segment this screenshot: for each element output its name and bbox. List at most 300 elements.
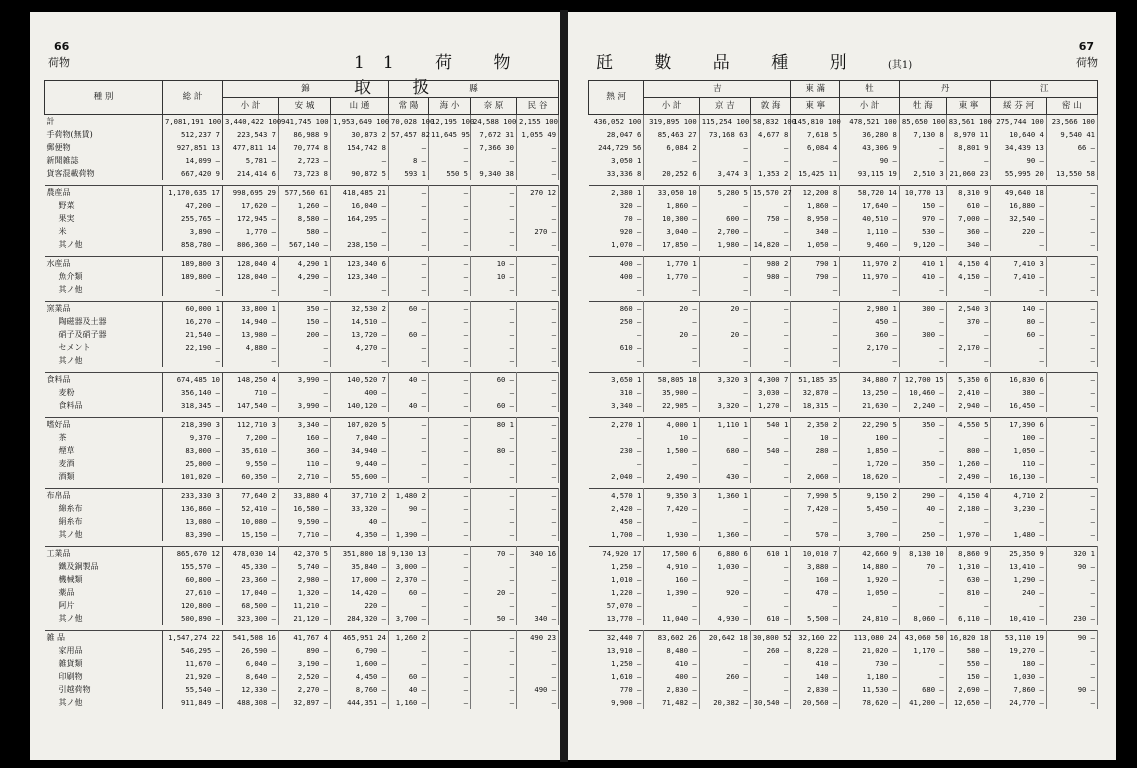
table-row: [589, 399, 1098, 412]
table-cell: —: [471, 657, 517, 670]
right-title-text: 瓩 數 品 種 別: [596, 53, 865, 73]
table-cell: —: [517, 457, 559, 470]
table-cell: 1,260 2: [389, 631, 429, 645]
table-cell: 230 —: [589, 444, 644, 457]
table-cell: 3,320 —: [699, 399, 750, 412]
table-row: [589, 470, 1098, 483]
row-label: 薬品: [45, 586, 163, 599]
table-cell: —: [750, 341, 790, 354]
table-cell: —: [1046, 573, 1097, 586]
table-cell: 147,540 —: [223, 399, 279, 412]
table-cell: —: [471, 683, 517, 696]
left-data-table: [44, 80, 559, 709]
table-cell: —: [429, 328, 471, 341]
table-cell: —: [471, 515, 517, 528]
table-cell: 115,254 100: [699, 115, 750, 129]
table-cell: —: [1046, 270, 1097, 283]
table-cell: —: [750, 586, 790, 599]
table-cell: 8,801 9: [946, 141, 991, 154]
table-cell: —: [791, 154, 840, 167]
table-cell: 14,510 —: [331, 315, 389, 328]
row-label: 絹糸布: [45, 515, 163, 528]
table-row: [589, 644, 1098, 657]
table-cell: 280 —: [791, 444, 840, 457]
table-cell: —: [1046, 431, 1097, 444]
table-cell: 43,060 50: [899, 631, 946, 645]
table-cell: —: [644, 154, 699, 167]
table-cell: 17,390 6: [991, 418, 1046, 432]
table-cell: —: [1046, 354, 1097, 367]
table-cell: —: [517, 431, 559, 444]
table-cell: 41,767 4: [279, 631, 331, 645]
table-cell: 284,320 —: [331, 612, 389, 625]
table-cell: 8,860 9: [946, 547, 991, 561]
table-cell: 680 —: [699, 444, 750, 457]
table-cell: 49,640 18: [991, 186, 1046, 200]
table-row: [589, 657, 1098, 670]
table-cell: 17,000 —: [331, 573, 389, 586]
table-cell: 14,820 —: [750, 238, 790, 251]
table-row: [589, 696, 1098, 709]
table-cell: 7,366 30: [471, 141, 517, 154]
table-cell: 11,210 —: [279, 599, 331, 612]
table-cell: —: [471, 599, 517, 612]
table-cell: 13,250 —: [840, 386, 900, 399]
table-cell: 60 —: [389, 586, 429, 599]
table-cell: 1,010 —: [589, 573, 644, 586]
table-row: [45, 502, 559, 515]
left-table-body: [45, 115, 559, 710]
table-row: [589, 599, 1098, 612]
table-cell: —: [750, 515, 790, 528]
row-label: 硝子及硝子器: [45, 328, 163, 341]
header-total: 総 計: [163, 81, 223, 115]
table-cell: 7,410 3: [991, 257, 1046, 271]
table-cell: 2,540 3: [946, 302, 991, 316]
table-cell: —: [644, 599, 699, 612]
table-cell: 85,650 100: [899, 115, 946, 129]
table-cell: 1,290 —: [991, 573, 1046, 586]
table-cell: 5,500 —: [791, 612, 840, 625]
table-cell: 20 —: [644, 302, 699, 316]
table-cell: —: [840, 283, 900, 296]
table-cell: 12,195 100: [429, 115, 471, 129]
table-cell: —: [279, 354, 331, 367]
table-cell: —: [750, 599, 790, 612]
table-cell: —: [1046, 328, 1097, 341]
table-cell: —: [429, 270, 471, 283]
table-cell: 1,500 —: [644, 444, 699, 457]
header-sub: 小 計: [223, 98, 279, 115]
table-cell: 90 —: [991, 154, 1046, 167]
table-cell: 2,700 —: [699, 225, 750, 238]
table-cell: 110 —: [991, 457, 1046, 470]
table-cell: 100 —: [991, 431, 1046, 444]
table-row: [589, 457, 1098, 470]
table-cell: 11,530 —: [840, 683, 900, 696]
table-cell: 260 —: [750, 644, 790, 657]
table-cell: —: [471, 431, 517, 444]
table-cell: 7,672 31: [471, 128, 517, 141]
table-cell: 3,230 —: [991, 502, 1046, 515]
table-cell: 60 —: [471, 373, 517, 387]
table-cell: 3,474 3: [699, 167, 750, 180]
table-cell: —: [517, 270, 559, 283]
table-cell: 55,995 20: [991, 167, 1046, 180]
table-cell: 340 16: [517, 547, 559, 561]
table-cell: 5,740 —: [279, 560, 331, 573]
table-cell: —: [517, 573, 559, 586]
table-cell: —: [750, 528, 790, 541]
table-cell: 4,350 —: [331, 528, 389, 541]
table-cell: 136,860 —: [163, 502, 223, 515]
table-row: [45, 431, 559, 444]
table-cell: —: [589, 328, 644, 341]
table-row: [45, 586, 559, 599]
table-cell: 21,120 —: [279, 612, 331, 625]
table-cell: 580 —: [279, 225, 331, 238]
table-cell: 145,810 100: [791, 115, 840, 129]
table-cell: 83,390 —: [163, 528, 223, 541]
table-cell: 90 —: [1046, 560, 1097, 573]
table-cell: 1,310 —: [946, 560, 991, 573]
table-cell: —: [429, 238, 471, 251]
table-cell: 2,040 —: [589, 470, 644, 483]
table-cell: 1,953,649 100: [331, 115, 389, 129]
table-cell: 1,050 —: [791, 238, 840, 251]
table-cell: —: [517, 341, 559, 354]
table-cell: 10 —: [791, 431, 840, 444]
table-cell: —: [389, 470, 429, 483]
table-row: [589, 586, 1098, 599]
table-cell: —: [389, 386, 429, 399]
table-cell: —: [517, 560, 559, 573]
table-cell: 18,620 —: [840, 470, 900, 483]
table-cell: —: [517, 489, 559, 503]
table-cell: 790 1: [791, 257, 840, 271]
table-cell: —: [1046, 418, 1097, 432]
right-data-table: [588, 80, 1098, 709]
table-cell: 140 —: [991, 302, 1046, 316]
table-cell: 340 —: [946, 238, 991, 251]
row-label: 印刷物: [45, 670, 163, 683]
table-cell: 112,710 3: [223, 418, 279, 432]
table-cell: 150 —: [946, 670, 991, 683]
table-cell: 13,080 —: [163, 515, 223, 528]
table-cell: 610 1: [750, 547, 790, 561]
table-cell: 70,774 8: [279, 141, 331, 154]
table-cell: 140,520 7: [331, 373, 389, 387]
table-cell: 1,260 —: [279, 199, 331, 212]
table-cell: 310 —: [589, 386, 644, 399]
table-row: [45, 238, 559, 251]
table-cell: 9,150 2: [840, 489, 900, 503]
table-cell: —: [429, 489, 471, 503]
header-sub: 東 寧: [946, 98, 991, 115]
table-cell: —: [840, 515, 900, 528]
table-cell: 60 —: [389, 302, 429, 316]
table-cell: 40 —: [389, 373, 429, 387]
right-table-body: [589, 115, 1098, 710]
table-cell: —: [699, 283, 750, 296]
table-cell: 6,084 4: [791, 141, 840, 154]
table-cell: 120,800 —: [163, 599, 223, 612]
table-cell: —: [471, 238, 517, 251]
table-cell: 5,280 5: [699, 186, 750, 200]
table-cell: 32,530 2: [331, 302, 389, 316]
table-cell: —: [429, 515, 471, 528]
table-cell: —: [1046, 315, 1097, 328]
table-cell: 238,150 —: [331, 238, 389, 251]
table-cell: 3,340 —: [279, 418, 331, 432]
table-cell: 35,900 —: [644, 386, 699, 399]
table-cell: —: [699, 141, 750, 154]
table-cell: —: [223, 354, 279, 367]
table-row: [45, 560, 559, 573]
table-row: [45, 418, 559, 432]
table-cell: —: [644, 341, 699, 354]
row-label: 野菜: [45, 199, 163, 212]
table-cell: 13,720 —: [331, 328, 389, 341]
table-cell: 40 —: [389, 399, 429, 412]
table-cell: 600 —: [699, 212, 750, 225]
table-cell: —: [699, 341, 750, 354]
table-cell: 35,610 —: [223, 444, 279, 457]
table-cell: —: [389, 657, 429, 670]
table-cell: —: [429, 154, 471, 167]
table-cell: —: [991, 238, 1046, 251]
table-row: [589, 128, 1098, 141]
table-cell: 80 —: [471, 444, 517, 457]
table-cell: 1,360 —: [699, 528, 750, 541]
table-cell: —: [429, 657, 471, 670]
table-row: [589, 418, 1098, 432]
table-cell: —: [791, 315, 840, 328]
table-cell: 410 —: [899, 270, 946, 283]
table-cell: 806,360 —: [223, 238, 279, 251]
header-sub: 敦 海: [750, 98, 790, 115]
table-cell: 110 —: [279, 457, 331, 470]
table-cell: 24,770 —: [991, 696, 1046, 709]
table-cell: 1,720 —: [840, 457, 900, 470]
table-cell: —: [389, 270, 429, 283]
table-cell: 9,350 3: [644, 489, 699, 503]
table-cell: —: [389, 354, 429, 367]
table-cell: 275,744 100: [991, 115, 1046, 129]
table-cell: 400 —: [331, 386, 389, 399]
table-cell: —: [517, 257, 559, 271]
table-cell: 101,020 —: [163, 470, 223, 483]
table-row: [45, 302, 559, 316]
table-cell: 4,450 —: [331, 670, 389, 683]
table-cell: 123,340 —: [331, 270, 389, 283]
table-cell: 21,630 —: [840, 399, 900, 412]
table-cell: 4,000 1: [644, 418, 699, 432]
table-cell: 320 1: [1046, 547, 1097, 561]
table-cell: 113,080 24: [840, 631, 900, 645]
table-row: [589, 489, 1098, 503]
table-cell: —: [389, 238, 429, 251]
table-cell: 90 —: [840, 154, 900, 167]
table-cell: —: [517, 528, 559, 541]
table-cell: 19,270 —: [991, 644, 1046, 657]
table-cell: 3,340 —: [589, 399, 644, 412]
table-cell: —: [429, 573, 471, 586]
table-row: [45, 270, 559, 283]
table-cell: 33,880 4: [279, 489, 331, 503]
table-cell: 9,370 —: [163, 431, 223, 444]
left-section-label: 荷物: [48, 56, 70, 69]
table-cell: 13,770 —: [589, 612, 644, 625]
table-cell: 680 —: [899, 683, 946, 696]
table-row: [45, 154, 559, 167]
row-label: 阿片: [45, 599, 163, 612]
row-label: 果実: [45, 212, 163, 225]
row-label: 魚介類: [45, 270, 163, 283]
table-cell: —: [429, 599, 471, 612]
table-cell: 1,360 1: [699, 489, 750, 503]
table-cell: 14,880 —: [840, 560, 900, 573]
table-cell: —: [471, 212, 517, 225]
table-cell: 2,420 —: [589, 502, 644, 515]
table-cell: 610 —: [750, 612, 790, 625]
table-cell: —: [517, 141, 559, 154]
table-row: [45, 167, 559, 180]
table-cell: —: [389, 341, 429, 354]
table-cell: 13,410 —: [991, 560, 1046, 573]
table-cell: 40 —: [899, 502, 946, 515]
table-row: [589, 315, 1098, 328]
table-cell: 32,540 —: [991, 212, 1046, 225]
table-cell: —: [1046, 644, 1097, 657]
table-cell: 730 —: [840, 657, 900, 670]
table-cell: —: [517, 354, 559, 367]
table-cell: 1,930 —: [644, 528, 699, 541]
table-cell: 4,290 —: [279, 270, 331, 283]
table-cell: —: [1046, 257, 1097, 271]
table-cell: 43,306 9: [840, 141, 900, 154]
table-cell: 941,745 100: [279, 115, 331, 129]
table-cell: 25,350 9: [991, 547, 1046, 561]
table-cell: 1,480 2: [389, 489, 429, 503]
table-cell: 418,485 21: [331, 186, 389, 200]
table-cell: —: [699, 386, 750, 399]
table-cell: —: [279, 341, 331, 354]
table-cell: —: [429, 283, 471, 296]
table-cell: 593 1: [389, 167, 429, 180]
table-cell: —: [1046, 444, 1097, 457]
table-cell: —: [589, 354, 644, 367]
table-cell: 1,050 —: [991, 444, 1046, 457]
table-cell: —: [750, 199, 790, 212]
table-cell: —: [517, 399, 559, 412]
table-cell: —: [471, 315, 517, 328]
table-cell: 16,450 —: [991, 399, 1046, 412]
table-cell: 8,310 9: [946, 186, 991, 200]
table-cell: 488,308 —: [223, 696, 279, 709]
table-cell: 577,560 61: [279, 186, 331, 200]
table-cell: 73,723 8: [279, 167, 331, 180]
table-cell: 400 —: [589, 257, 644, 271]
table-cell: 20,382 —: [699, 696, 750, 709]
table-row: [589, 354, 1098, 367]
table-cell: 140,120 —: [331, 399, 389, 412]
table-cell: 80 1: [471, 418, 517, 432]
table-cell: —: [389, 444, 429, 457]
table-cell: 33,336 8: [589, 167, 644, 180]
row-label: 手荷物(無賃): [45, 128, 163, 141]
table-cell: 2,490 —: [644, 470, 699, 483]
table-row: [45, 515, 559, 528]
table-cell: 21,060 23: [946, 167, 991, 180]
table-cell: —: [471, 470, 517, 483]
table-cell: —: [1046, 470, 1097, 483]
table-cell: 42,660 9: [840, 547, 900, 561]
table-cell: 26,590 —: [223, 644, 279, 657]
table-cell: 17,040 —: [223, 586, 279, 599]
table-cell: 1,170 —: [899, 644, 946, 657]
table-cell: 189,800 3: [163, 257, 223, 271]
table-cell: —: [429, 431, 471, 444]
table-cell: —: [1046, 238, 1097, 251]
table-cell: 21,920 —: [163, 670, 223, 683]
table-cell: 1,110 1: [699, 418, 750, 432]
table-cell: —: [791, 283, 840, 296]
table-cell: 1,700 —: [589, 528, 644, 541]
table-cell: —: [899, 586, 946, 599]
table-cell: 477,811 14: [223, 141, 279, 154]
table-cell: 8,130 10: [899, 547, 946, 561]
table-cell: 2,980 —: [279, 573, 331, 586]
table-cell: 20,252 6: [644, 167, 699, 180]
table-cell: —: [1046, 399, 1097, 412]
table-cell: 33,800 1: [223, 302, 279, 316]
table-cell: —: [791, 599, 840, 612]
table-cell: —: [471, 670, 517, 683]
table-cell: —: [750, 225, 790, 238]
table-cell: 810 —: [946, 586, 991, 599]
table-cell: 240 —: [991, 586, 1046, 599]
table-row: [589, 257, 1098, 271]
table-row: [45, 283, 559, 296]
table-cell: 1,160 —: [389, 696, 429, 709]
table-cell: 68,500 —: [223, 599, 279, 612]
row-label: 茶: [45, 431, 163, 444]
table-cell: 9,540 41: [1046, 128, 1097, 141]
table-row: [589, 341, 1098, 354]
table-cell: —: [471, 225, 517, 238]
header-sub: 東 寧: [791, 98, 840, 115]
table-cell: 11,670 —: [163, 657, 223, 670]
table-cell: 9,900 —: [589, 696, 644, 709]
table-cell: 25,000 —: [163, 457, 223, 470]
table-cell: —: [429, 470, 471, 483]
table-cell: 148,250 4: [223, 373, 279, 387]
table-cell: 8,060 —: [899, 612, 946, 625]
table-cell: —: [750, 470, 790, 483]
table-cell: —: [389, 283, 429, 296]
table-cell: —: [389, 257, 429, 271]
table-cell: 270 —: [517, 225, 559, 238]
table-cell: 667,420 9: [163, 167, 223, 180]
table-cell: 610 —: [589, 341, 644, 354]
table-cell: 21,540 —: [163, 328, 223, 341]
table-cell: 10,410 —: [991, 612, 1046, 625]
table-cell: —: [791, 341, 840, 354]
header-sub: 小 計: [644, 98, 699, 115]
header-region-a: 錦: [223, 81, 389, 98]
table-cell: —: [517, 373, 559, 387]
